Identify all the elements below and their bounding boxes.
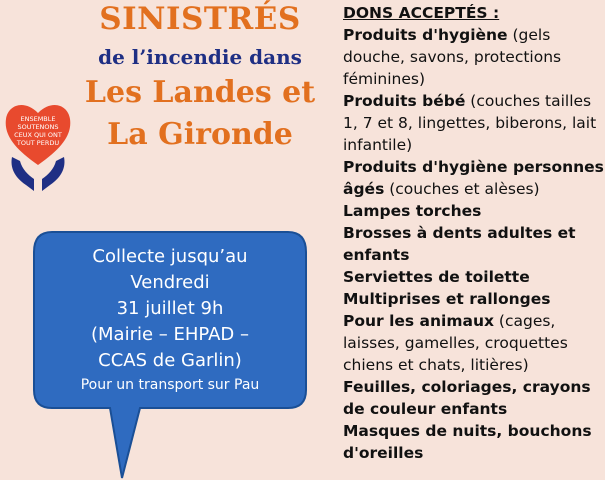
list-item: Feuilles, coloriages, crayons de couleur enfants xyxy=(343,378,591,418)
collection-line4: (Mairie – EHPAD – xyxy=(90,324,249,345)
list-item: Produits bébé (couches tailles 1, 7 et 8, lingettes, biberons, lait infantile) xyxy=(343,92,597,154)
collection-line2: Vendredi xyxy=(130,272,210,293)
donations-heading: DONS ACCEPTÉS : xyxy=(343,4,500,22)
list-item: Multiprises et rallonges xyxy=(343,290,551,308)
svg-text:TOUT PERDU: TOUT PERDU xyxy=(16,139,60,147)
list-item: Serviettes de toilette xyxy=(343,268,530,286)
list-item: Produits d'hygiène personnes âgés (couches et alèses) xyxy=(343,158,604,198)
collection-info xyxy=(40,244,300,396)
list-item: Pour les animaux (cages, laisses, gamelles, croquettes chiens et chats, litières) xyxy=(343,312,568,374)
title-region-line2: La Gironde xyxy=(107,117,293,152)
heart-hands-logo-icon xyxy=(2,95,74,195)
list-item: Masques de nuits, bouchons d'oreilles xyxy=(343,422,592,462)
svg-text:CEUX QUI ONT: CEUX QUI ONT xyxy=(14,131,62,139)
donations-list xyxy=(343,2,605,464)
collection-line3: 31 juillet 9h xyxy=(116,298,224,319)
title-region-line1: Les Landes et xyxy=(84,75,316,110)
list-item: Lampes torches xyxy=(343,202,482,220)
collection-line6: Pour un transport sur Pau xyxy=(80,377,260,393)
svg-text:SOUTENONS: SOUTENONS xyxy=(17,123,59,131)
collection-line1: Collecte jusqu’au xyxy=(92,246,248,267)
list-item: Brosses à dents adultes et enfants xyxy=(343,224,576,264)
list-item: Produits d'hygiène (gels douche, savons, protections féminines) xyxy=(343,26,562,88)
svg-text:ENSEMBLE: ENSEMBLE xyxy=(20,115,56,123)
collection-line5: CCAS de Garlin) xyxy=(98,350,242,371)
title-region xyxy=(80,72,320,156)
title-main: SINISTRÉS xyxy=(99,1,301,37)
title-sub: de l’incendie dans xyxy=(98,45,302,69)
